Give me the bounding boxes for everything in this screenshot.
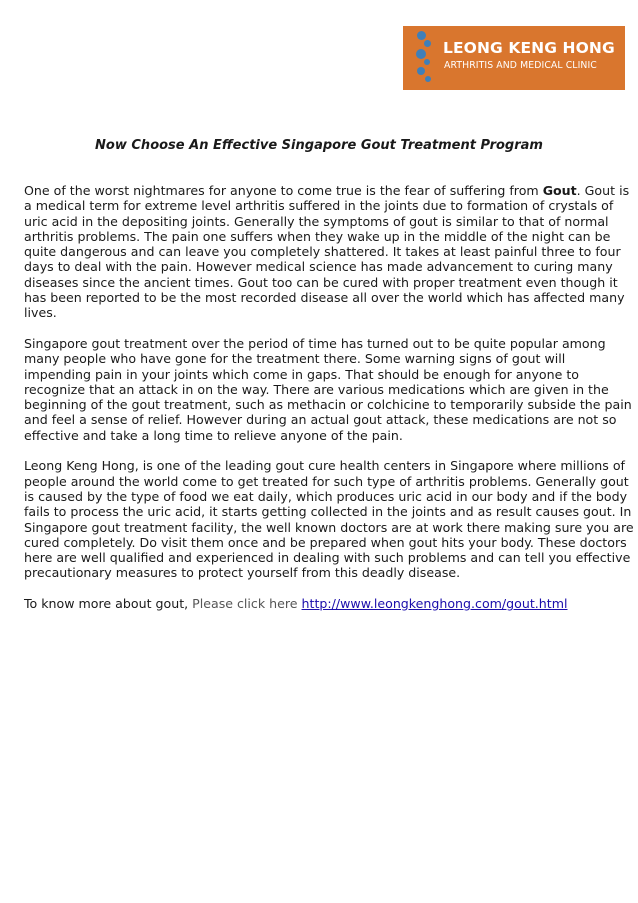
article-body	[24, 183, 634, 627]
paragraph-1	[24, 183, 634, 321]
logo-subtitle: ARTHRITIS AND MEDICAL CLINIC	[444, 60, 597, 71]
click-here-text: Please click here	[192, 596, 302, 612]
logo-dots-icon	[415, 31, 435, 87]
page-title: Now Choose An Effective Singapore Gout Treatment Program	[95, 138, 543, 153]
paragraph-1-text-cont: . Gout is a medical term for extreme level arthritis suffered in the joints due to formation of crystals of uric acid in the depositing joints. Generally the symptoms of gout is similar to that of normal arthritis problems. The pain one suffers when they wake up in the middle of the night can be quite dangerous and can leave you completely shattered. It takes at least painful three to four days to deal with the pain. However medical science has made advancement to curing many diseases since the ancient times. Gout too can be cured with proper treatment even though it has been reported to be the most recorded disease all over the world which has affected many lives.	[24, 183, 630, 321]
paragraph-1-text: One of the worst nightmares for anyone to come true is the fear of suffering from	[24, 183, 543, 198]
paragraph-4	[24, 596, 634, 611]
paragraph-2: Singapore gout treatment over the period of time has turned out to be quite popular among many people who have gone for the treatment there. Some warning signs of gout will impending pain in your joints which come in gaps. That should be enough for anyone to recognize that an attack in on the way. There are various medications which are given in the beginning of the gout treatment, such as methacin or colchicine to temporarily subside the pain and feel a sense of relief. However during an actual gout attack, these medications are not so effective and take a long time to relieve anyone of the pain.	[24, 335, 632, 443]
gout-page-link[interactable]: http://www.leongkenghong.com/gout.html	[301, 596, 568, 612]
paragraph-3: Leong Keng Hong, is one of the leading gout cure health centers in Singapore where millions of people around the world come to get treated for such type of arthritis problems. Generally gout is caused by the type of food we eat daily, which produces uric acid in our body and if the body fails to process the uric acid, it starts getting collected in the joints and as result causes gout. In Singapore gout treatment facility, the well known doctors are at work there making sure you are cured completely. Do visit them once and be prepared when gout hits your body. These doctors here are well qualified and experienced in dealing with such problems and can tell you effective precautionary measures to protect yourself from this deadly disease.	[24, 458, 634, 581]
gout-keyword: Gout	[542, 183, 577, 198]
paragraph-4-text: To know more about gout,	[24, 596, 193, 612]
logo-name: LEONG KENG HONG	[443, 39, 615, 57]
clinic-logo	[403, 26, 625, 90]
